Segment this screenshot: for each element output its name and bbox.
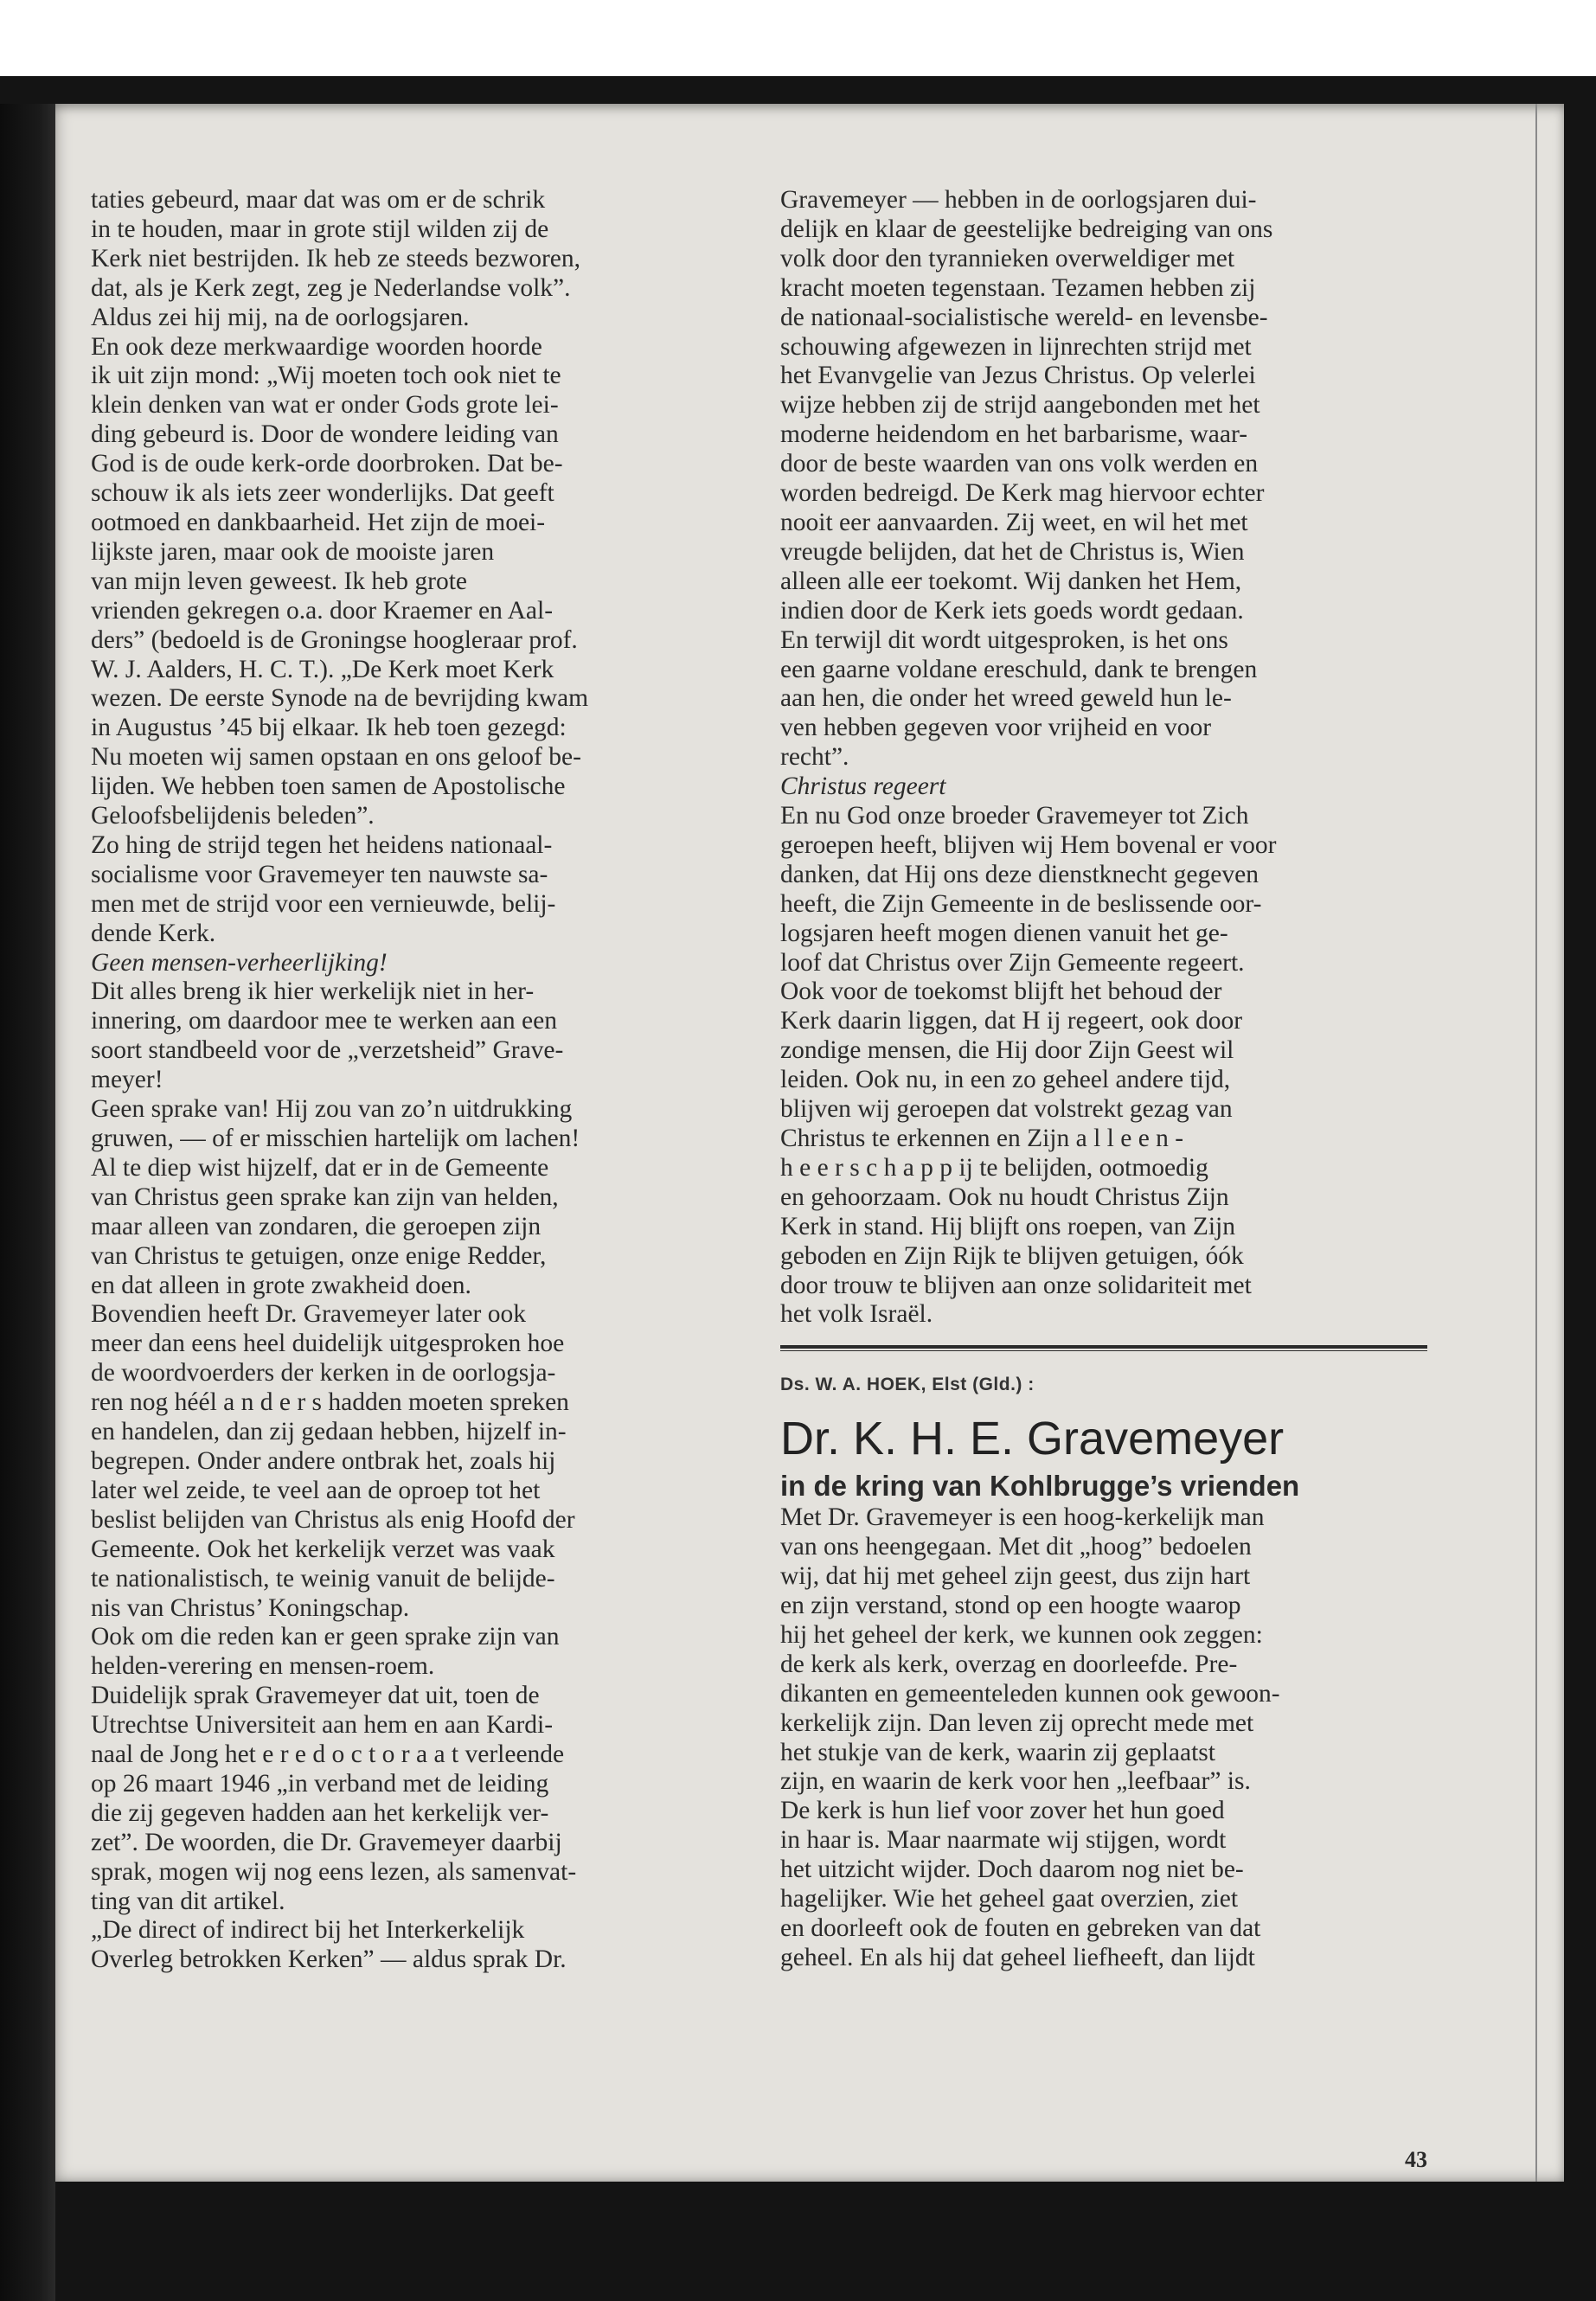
left-paragraph-6: Bovendien heeft Dr. Gravemeyer later ook meer dan eens heel duidelijk uitgesproken hoe de woordvoerders der kerken in de oorlogsja- ren nog héél a n d e r s hadden moeten spreken en handelen, dan zij gedaan hebben, hijzelf in- begrepen. Onder andere ontbrak het, zoals hij later wel zeide, te veel aan de oproep tot het beslist belijden van Christus als enig Hoofd der Gemeente. Ook het kerkelijk verzet was vaak te nationalistisch, te weinig vanuit de belijde- nis van Christus’ Koningschap. [91,1300,575,1622]
article-body: Met Dr. Gravemeyer is een hoog-kerkelijk man van ons heengegaan. Met dit „hoog” bedoelen wij, dat hij met geheel zijn geest, dus zijn hart en zijn verstand, stond op een hoogte waarop hij het geheel der kerk, we kunnen ook zeggen: de kerk als kerk, overzag en doorleefde. Pre- dikanten en gemeenteleden kunnen ook gewoon- kerkelijk zijn. Dan leven zij oprecht mede met het stukje van de kerk, waarin zij geplaatst zijn, en waarin de kerk voor hen „leefbaar” is. De kerk is hun lief voor zover het hun goed in haar is. Maar naarmate wij stijgen, wordt het uitzicht wijder. Doch daarom nog niet be- hagelijker. Wie het geheel gaat overzien, ziet en doorleeft ook de fouten en gebreken van dat geheel. En als hij dat geheel liefheeft, dan lijdt [780,1503,1280,1971]
left-paragraph-2: En ook deze merkwaardige woorden hoorde ik uit zijn mond: „Wij moeten toch ook niet te klein denken van wat er onder Gods grote lei- ding gebeurd is. Door de wondere leiding van God is de oude kerk-orde doorbroken. Dat be- schouw ik als iets zeer wonderlijks. Dat geeft ootmoed en dankbaarheid. Het zijn de moei- lijkste jaren, maar ook de mooiste jaren van mijn leven geweest. Ik heb grote vrienden gekregen o.a. door Kraemer en Aal- ders” (bedoeld is de Groningse hoogleraar prof. W. J. Aalders, H. C. T.). „De Kerk moet Kerk wezen. De eerste Synode na de bevrijding kwam in Augustus ’45 bij elkaar. Ik heb toen gezegd: Nu moeten wij samen opstaan en ons geloof be- lijden. We hebben toen samen de Apostolische Geloofsbelijdenis beleden”. [91,332,589,830]
right-column [780,186,1427,1973]
scan-binding-right [1562,80,1596,2301]
left-paragraph-1: taties gebeurd, maar dat was om er de schrik in te houden, maar in grote stijl wilden zij de Kerk niet bestrijden. Ik heb ze steeds bezworen, dat, als je Kerk zegt, zeg je Nederlandse volk”. Aldus zei hij mij, na de oorlogsjaren. [91,186,581,331]
section-heading-geen-mensen-verheerlijking: Geen mensen-verheerlijking! [91,948,388,977]
article-title: Dr. K. H. E. Gravemeyer [780,1413,1285,1465]
page-number: 43 [1405,2147,1427,2172]
section-heading-christus-regeert: Christus regeert [780,772,946,801]
left-paragraph-9: „De direct of indirect bij het Interkerkelijk Overleg betrokken Kerken” — aldus sprak Dr. [91,1916,567,1974]
left-paragraph-3: Zo hing de strijd tegen het heidens nationaal- socialisme voor Gravemeyer ten nauwste sa- men met de strijd voor een vernieuwde, belij- dende Kerk. [91,830,556,947]
page-edge-line [1535,104,1537,2182]
left-paragraph-7: Ook om die reden kan er geen sprake zijn van helden-verering en mensen-roem. [91,1623,560,1681]
left-paragraph-8: Duidelijk sprak Gravemeyer dat uit, toen de Utrechtse Universiteit aan hem en aan Kardi- naal de Jong het e r e d o c t o r a a t verleende op 26 maart 1946 „in verband met de leiding die zij gegeven hadden aan het kerkelijk ver- zet”. De woorden, die Dr. Gravemeyer daarbij sprak, mogen wij nog eens lezen, als samenvat- ting van dit artikel. [91,1682,577,1915]
article-separator-rule [780,1345,1427,1351]
article-byline: Ds. W. A. HOEK, Elst (Gld.) : [780,1375,1035,1395]
left-column [91,186,741,1975]
scan-binding-bottom [35,2180,1596,2301]
right-paragraph-1: Gravemeyer — hebben in de oorlogsjaren dui- delijk en klaar de geestelijke bedreiging van ons volk door den tyrannieken overweldiger met kracht moeten tegenstaan. Tezamen hebben zij de nationaal-socialistische wereld- en levensbe- schouwing afgewezen in lijnrechten strijd met het Evanvgelie van Jezus Christus. Op velerlei wijze hebben zij de strijd aangebonden met het moderne heidendom en het barbarisme, waar- door de beste waarden van ons volk werden en worden bedreigd. De Kerk mag hiervoor echter nooit eer aanvaarden. Zij weet, en wil het met vreugde belijden, dat het de Christus is, Wien alleen alle eer toekomt. Wij danken het Hem, indien door de Kerk iets goeds wordt gedaan. En terwijl dit wordt uitgesproken, is het ons een gaarne voldane ereschuld, dank te brengen aan hen, die onder het wreed geweld hun le- ven hebben gegeven voor vrijheid en voor recht”. [780,186,1273,772]
left-paragraph-4: Dit alles breng ik hier werkelijk niet in her- innering, om daardoor mee te werken aan een soort standbeeld voor de „verzetsheid” Grave- meyer! [91,977,564,1094]
right-paragraph-2: En nu God onze broeder Gravemeyer tot Zich geroepen heeft, blijven wij Hem bovenal er voor danken, dat Hij ons deze dienstknecht gegeven heeft, die Zijn Gemeente in de beslissende oor- logsjaren heeft mogen dienen vanuit het ge- loof dat Christus over Zijn Gemeente regeert. Ook voor de toekomst blijft het behoud der Kerk daarin liggen, dat H ij regeert, ook door zondige mensen, die Hij door Zijn Geest wil leiden. Ook nu, in een zo geheel andere tijd, blijven wij geroepen dat volstrekt gezag van Christus te erkennen en Zijn a l l e e n - h e e r s c h a p p ij te belijden, ootmoedig en gehoorzaam. Ook nu houdt Christus Zijn Kerk in stand. Hij blijft ons roepen, van Zijn geboden en Zijn Rijk te blijven getuigen, óók door trouw te blijven aan onze solidariteit met het volk Israël. [780,802,1277,1329]
scan-binding-left [0,104,55,2301]
left-paragraph-5: Geen sprake van! Hij zou van zo’n uitdrukking gruwen, — of er misschien hartelijk om lachen! Al te diep wist hijzelf, dat er in de Gemeente van Christus geen sprake kan zijn van helden, maar alleen van zondaren, die geroepen zijn van Christus te getuigen, onze enige Redder, en dat alleen in grote zwakheid doen. [91,1095,580,1299]
article-subtitle: in de kring van Kohlbrugge’s vrienden [780,1470,1300,1503]
